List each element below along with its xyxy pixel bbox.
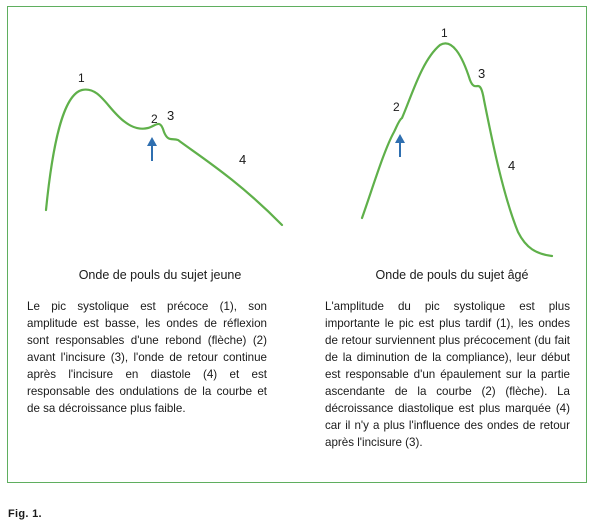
old-label-2: 2 [393, 100, 400, 114]
young-caption: Onde de pouls du sujet jeune [78, 268, 242, 282]
old-label-1: 1 [441, 26, 448, 40]
young-pulse-curve [46, 90, 282, 225]
young-description: Le pic systolique est précoce (1), son amplitude est basse, les ondes de réflexion sont responsables d'une rebond (flèche) (2) avant l'incisure (3), l'onde de retour continue après l'incisure en diastole (4) et est responsable des ondulations de la courbe et de sa décroissance plus faible. [27, 300, 267, 415]
old-label-4: 4 [508, 158, 516, 173]
old-caption: Onde de pouls du sujet âgé [375, 268, 529, 282]
young-label-1: 1 [78, 71, 85, 85]
young-label-3: 3 [167, 108, 175, 123]
old-description: L'amplitude du pic systolique est plus importante le pic est plus tardif (1), les ondes de retour surviennent plus précocement (du fait de la diminution de la compliance), leur début est responsable d'un épaulement sur la partie ascendante de la courbe (2) (flèche). La décroissance diastolique est plus marquée (4) car il n'y a plus l'influence des ondes de retour après l'incisure (3). [325, 300, 570, 449]
figure-label: Fig. 1. [8, 508, 42, 520]
young-arrow-head [147, 137, 157, 146]
young-label-4: 4 [239, 152, 247, 167]
young-label-2: 2 [151, 112, 158, 126]
old-pulse-curve [362, 43, 552, 256]
old-label-3: 3 [478, 66, 486, 81]
old-arrow-head [395, 134, 405, 143]
